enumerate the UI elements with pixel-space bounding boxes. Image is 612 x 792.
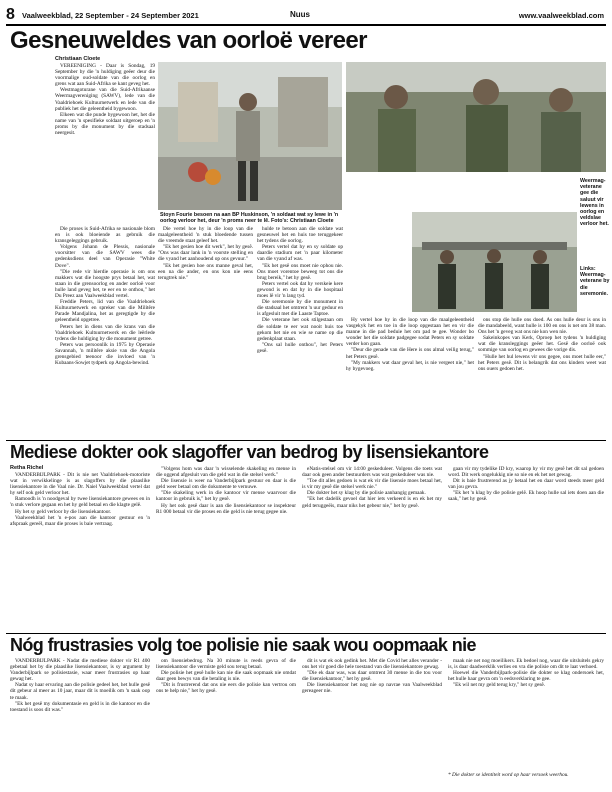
article3-column-2 bbox=[156, 658, 296, 784]
paragraph: Die vertel hoe hy in die loop van die maalgeleentheid 'n stuk bloedende tussen die vreemde staat geleef het. bbox=[158, 226, 253, 245]
paragraph: "Ek het gesien hoe dit werk", het hy gesê. "Ons was daar lank in 'n voorste stelling en die vyand het aanhoudend op ons gevuur." bbox=[158, 244, 253, 263]
paragraph: Nadat sy haar ervaring aan die polisie gedeel het, het hulle gesê dit gebeur al meer as 10 jaar, maar dit is moeilik om 'n saak oop te maak. bbox=[10, 682, 150, 701]
article3-column-3 bbox=[302, 658, 442, 784]
paragraph: Elkeen wat die punde bygewoon het, het die name van 'n spesifieke soldaat uitgeroep en 'n proms by die monument by die stadsaal neergesit. bbox=[55, 111, 155, 137]
paragraph: Dit is baie frustrerend as jy betaal het en daar word steeds meer geld van jou gevra. bbox=[448, 478, 604, 491]
paragraph: Westmagoturane van die Suid-Afrikaanse Weermagvereniging (SAWV), lede van die Vaaldriehoek Kultuurnetwerk en lede van die publiek het die geleentheid bygewoon. bbox=[55, 87, 155, 112]
article1-column-3 bbox=[257, 226, 343, 436]
article2-column-4 bbox=[448, 466, 604, 632]
paragraph: "Dit is frustrerend dat ons nie eers die polisie kan vertrou om ons te help nie," het hy gesê. bbox=[156, 682, 296, 695]
paragraph: Peters vertel ook dat hy verskeie kere gewond is en dat hy in die hospitaal moes lê vir 'n lang tyd. bbox=[257, 280, 343, 300]
publication-date: Vaalweekblad, 22 September - 24 September 2021 bbox=[22, 11, 199, 20]
paragraph: "Ek het 'n klag by die polisie gelê. Ek hoop hulle sal iets doen aan die saak," het hy gesê. bbox=[448, 490, 604, 503]
section-label: Nuus bbox=[290, 10, 310, 19]
paragraph: Volgens Johann de Plessis, nasionale voorsitter van die SAWV wees die gedenksdiens deel van Operasie "White Dove". bbox=[55, 244, 155, 269]
article2-headline: Mediese dokter ook slagoffer van bedrog by lisensiekantore bbox=[10, 442, 489, 462]
veterans-salute-photo bbox=[346, 62, 606, 172]
paragraph: om lisensiebedrog. Na 30 minute is reeds gevra of die lisensiekantoor die vermiste geld sou terug betaal. bbox=[156, 658, 296, 671]
paragraph: "My makkers wat daar geval het, is nie vergeet nie," het hy bygevoeg. bbox=[346, 359, 474, 372]
paragraph: "Ek wil net my geld terug kry," het sy gesê. bbox=[453, 682, 546, 689]
paragraph: Hy het sy geld verloor by die lisensiekantoor. bbox=[15, 508, 112, 515]
paragraph: maak nie net nog moeilikers. Ek bedoel nog, waar die uitsluitels gekry is, is daar daadwerklik verlies en vra die polisie om dit te laat verhoed. bbox=[448, 658, 604, 671]
paragraph: "Volgens hom was daar 'n wisselende skakeling en mense in die oggend afgesluit van die geld wat in die stelsel werk." bbox=[156, 466, 296, 479]
paragraph: Peters het in diens van die krans van die Vaaldriehoek Kultuurnetwerk en die leërlede tydens die huldiging by die monument getree. bbox=[55, 323, 155, 342]
article1-byline: Christiaan Cloete bbox=[55, 56, 101, 62]
paragraph: "Toe dit alles gedoen is wat ek vir die lisensie moes betaal het, is vir my gesê die stelsel werk nie." bbox=[302, 478, 442, 491]
paragraph: Peters was persoonlik in 1975 by Operasie Savannah, 'n militêre aksie van die Angola grensgebied teenoor die invloed van 'n Kubaans-Sowjet tydperk op Angola-bewind. bbox=[55, 341, 155, 367]
veterans-salute-caption: Weermag-veterane gee die saluut vir lewens in oorlog en veldslae verloor het. bbox=[580, 178, 609, 228]
article3-column-1 bbox=[10, 658, 150, 784]
paragraph: gaan vir my tydelike ID kry, waarop hy vir my gesê het dit sal gedoen word. Dit werk ongelukkig nie so nie en ek het net gewag. bbox=[448, 466, 604, 479]
article3-headline: Nóg frustrasies volg toe polisie nie saak wou oopmaak nie bbox=[10, 635, 476, 655]
article1-column-1 bbox=[55, 63, 155, 223]
paragraph: "Hulle het hul lewens vir ons gegee, ons moet hulle eer," het Peters gesê. Dit is belangrik dat ons kinders weet wat ons ouers gedoen het. bbox=[478, 353, 606, 372]
article1-column-1-cont bbox=[55, 226, 155, 436]
paragraph: "Deur die genade van die Here is ons almal veilig terug," het Peters gesê. bbox=[346, 347, 474, 360]
article2-column-2 bbox=[156, 466, 296, 632]
paragraph: Sakeinkopes van Kerk, Oproep het tydens 'n huldiging wat die kransleggings geëer het. Gesê die oorloë ook sommige van oorlog en gewees die vorige dis. bbox=[478, 335, 606, 354]
paragraph: Die lisensie is weer na Vanderbijlpark gestuur en daar is die geld weer betaal om die dokumente te vernuwe. bbox=[156, 478, 296, 491]
main-photo bbox=[158, 62, 342, 210]
paragraph: "Ek het gesê ons moet nie ophou nie. Ons moet vorentoe beweeg tot ons die brug bereik," het hy gesê. bbox=[257, 262, 343, 281]
paragraph: Die polisie het gesê hulle kan nie die saak oopmaak nie omdat daar geen bewys van die betaling is nie. bbox=[156, 670, 296, 683]
article3-footnote: * Die dokter se identiteit word op haar versoek weerhou. bbox=[448, 772, 569, 778]
paragraph: "Ek het gesien hoe ons manne geval het, een na die ander, en ons kon nie eens terugtrek nie." bbox=[158, 262, 253, 281]
veterans-group-caption: Links: Weermag-veterane by die seremonie. bbox=[580, 266, 610, 297]
paragraph: Freddie Peters, lid van die Vaaldriehoek Kultuurnetwerk en spreker van die Militêre Parade Mandjalina, het as geregtigde by die geleentheid opgetree. bbox=[55, 299, 155, 324]
website-url: www.vaalweekblad.com bbox=[518, 11, 604, 20]
paragraph: Die veterane het ook stilgestaan om die soldate te eer wat nooit huis toe gekom het nie en wie se name op die gedenkplaat staan. bbox=[257, 317, 343, 342]
paragraph: "Die ek daar was, was daar omtrent 30 mense in die tou voor die lisensiekantoor," het hy gesê. bbox=[302, 670, 442, 683]
paragraph: Vaalweekblad het 'n e-pos aan die kantoor gestuur en 'n afspraak gereël, maar die proses is baie vertraag. bbox=[10, 514, 150, 527]
paragraph: hulde te betoon aan die soldate wat gesneuwel het en huis toe teruggekeer het tydens die oorlog. bbox=[257, 226, 343, 245]
paragraph: "Die skakeling werk in die kantoor vir mense waarvoor die kantoor in gebruik is," het hy gesê. bbox=[156, 490, 296, 503]
section-divider bbox=[6, 440, 606, 441]
paragraph: "Ek het gesê my dokumentasie en geld is in die kantoor en die toestand is soos dit was." bbox=[10, 700, 150, 713]
article1-column-2 bbox=[158, 226, 253, 436]
veterans-group-photo bbox=[412, 212, 577, 312]
paragraph: ons stop die hulle ons doed. As ons hulle deur is ons in die mandabeeld, want hulle is 100 en ons is net om 38 man. Ons het 'n geveg wat ons nie kon wen nie. bbox=[478, 317, 606, 336]
header-rule bbox=[6, 24, 606, 26]
main-photo-caption: Stoyn Fourie besoen na aan BP Huskinson, 'n soldaat wat sy lewe in 'n oorlog verloor het, deur 'n proms neer te lê. Foto's: Christiaan Cloete bbox=[160, 212, 339, 225]
paragraph: VANDERBIJLPARK - Dit is nie net Vaaldriehoek-motoriste wat in verwikkelinge is as slagoffers by die plaaslike lisensiekantore in die Vaal nie. Dr. Naiel Vaalweekblad vertel dat hy self ook geld verloor het. bbox=[10, 472, 150, 497]
page-number: 8 bbox=[6, 6, 15, 23]
article2-column-1 bbox=[10, 472, 150, 632]
article2-column-3 bbox=[302, 466, 442, 632]
paragraph: eNatis-stelsel om vir 14:00 geskeduleer. Volgens die toets wat daar ook geen ander bestuurders was wat geskeduleer was nie. bbox=[302, 466, 442, 479]
paragraph: "Ons sal hulle onthou", het Peters gesê. bbox=[257, 341, 343, 354]
section-divider bbox=[6, 633, 606, 634]
paragraph: dit is wat ek ook gedink het. Met die Covid het alles verander - ons het vir goed die hele toestand van die lisensiekantore gewag. bbox=[302, 658, 442, 671]
article1-column-5 bbox=[478, 317, 606, 437]
paragraph: "Die rede vir hierdie operasie is om ons makkers wat die hoogste prys betaal het, wat staan in die grensoorlog en ander oorloë voor hulle land geveg het, te eer en te onthou," het Du Preez aan Vaalweekblad vertel. bbox=[55, 268, 155, 300]
paragraph: Die dokter het sy klag by die polisie aanhangig gemaak. bbox=[307, 490, 426, 497]
paragraph: "Ek het dadelik gevoel dat hier iets verkeerd is en ek het my geld teruggeëis, maar niks het gebeur nie," het hy gesê. bbox=[302, 496, 442, 509]
paragraph: Hy vertel hoe hy in die loop van die maalgeleentheid vasgekyk het en toe in die loop opgestaan het en vir die manne in die pad beduie het om pad te gee. Wonder bo wonder het die soldate padgegee sodat Peters en sy soldate verder kon gaan. bbox=[346, 317, 474, 348]
paragraph: Hoewel die Vanderbijlpark-polisie die dokter se klag ondersoek het, het hulle haar gevra om 'n eedsverklaring te gee. bbox=[448, 670, 604, 683]
paragraph: Die seremonie by die monument in die stadsaal het omtrent 'n uur geduur en is afgesluit met die Laaste Taptoe. bbox=[257, 299, 343, 318]
paragraph: Ramoodh is 'n noodgeval by twee lisensiekantore gewees en in 'n stuk verlore gegaan en het hy geld betaal en die klagte gelê. bbox=[10, 496, 150, 509]
article1-headline: Gesneuweldes van oorloë vereer bbox=[10, 27, 367, 54]
paragraph: Peters vertel dat hy en sy soldate op daardie stadium net 'n paar kilometer van die vyand af was. bbox=[257, 244, 343, 263]
paragraph: VANDERBIJLPARK - Nadat die mediese dokter vir R1 400 gebetaal het by die plaaslike lisensiekantoor, is sy argument by Vanderbijlpark se polisiestasie, waar meer frustrasies op haar gewag het. bbox=[10, 658, 150, 683]
article2-byline: Retha Richel bbox=[10, 465, 44, 471]
article3-column-4 bbox=[448, 658, 604, 770]
paragraph: VEREENIGING - Daar is Sondag, 19 September by die 'n huldiging geëer deur die voormalige oud-soldate van die oorlog en grens wat aan Suid-Afrika se kant geveg het. bbox=[55, 63, 155, 88]
paragraph: Die proses is Suid-Afrika se nasionale blom en is ook bloeiende as gebruik die kransgeleggings gebruik. bbox=[55, 226, 155, 245]
paragraph: Hy het ook gesê daar is aan die lisensiekantoor se inspekteur R1 000 betaal vir die proses en die geld is nie terug gegee nie. bbox=[156, 502, 296, 515]
paragraph: Die lisensiekantoor het nog nie op navrae van Vaalweekblad gereageer nie. bbox=[302, 682, 442, 695]
article1-column-4 bbox=[346, 317, 474, 437]
